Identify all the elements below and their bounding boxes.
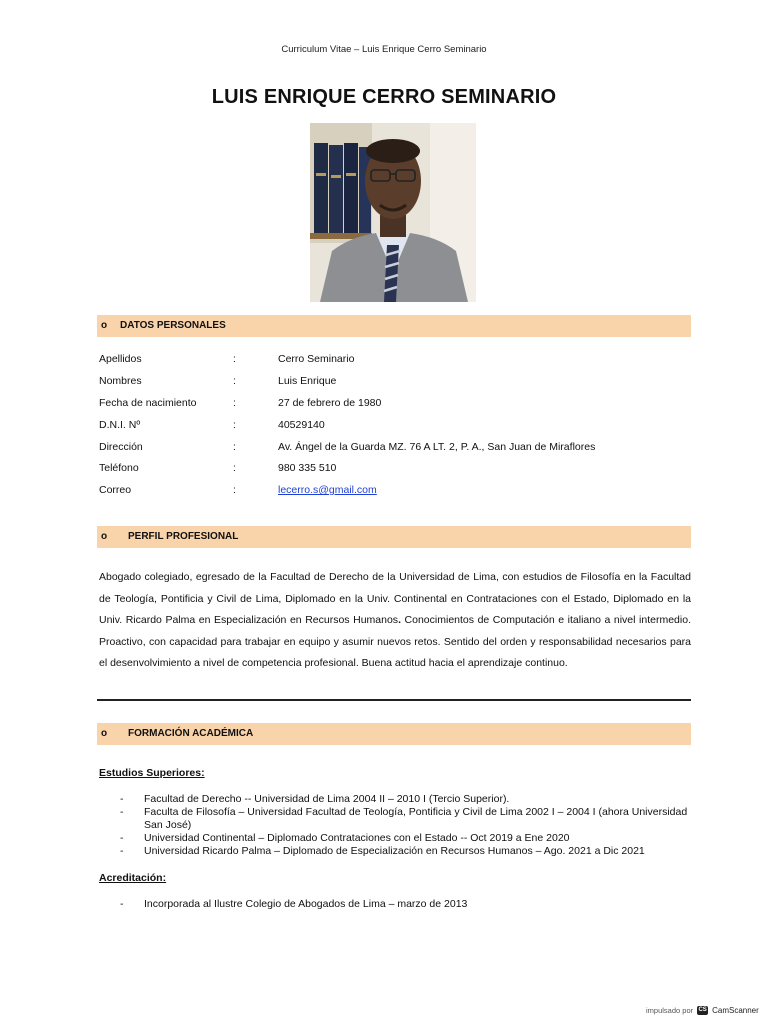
list-bullet: -: [120, 806, 124, 818]
field-colon: :: [233, 484, 236, 496]
field-colon: :: [233, 419, 236, 431]
camscanner-watermark: [646, 1006, 759, 1015]
field-label: Nombres: [99, 375, 142, 387]
profile-text-part: Abogado colegiado, egresado de la Facultad de Derecho de la Universidad de Lima, con estudios de Filosofía en la Facultad de Teología, Pontificia y Civil de Lima, Diplomado en la Univ. Continental en Contrataciones con el Estado, Diplomado en la Univ. Ricardo Palma en Especialización en Recursos Humanos: [99, 571, 691, 627]
section-title: DATOS PERSONALES: [120, 320, 226, 331]
field-value: 40529140: [278, 419, 325, 431]
accreditation-list: [99, 898, 699, 911]
list-bullet: -: [120, 793, 124, 805]
field-value: Av. Ángel de la Guarda MZ. 76 A LT. 2, P. A., San Juan de Miraflores: [278, 441, 596, 453]
page-header: Curriculum Vitae – Luis Enrique Cerro Seminario: [281, 44, 487, 55]
studies-heading: Estudios Superiores:: [99, 767, 205, 779]
list-item-text: Universidad Continental – Diplomado Contrataciones con el Estado -- Oct 2019 a Ene 2020: [144, 832, 570, 844]
field-label: Dirección: [99, 441, 143, 453]
field-colon: :: [233, 353, 236, 365]
field-value: Cerro Seminario: [278, 353, 355, 365]
email-link[interactable]: lecerro.s@gmail.com: [278, 484, 377, 496]
powered-by-text: impulsado por: [646, 1006, 694, 1015]
field-colon: :: [233, 462, 236, 474]
field-colon: :: [233, 441, 236, 453]
list-item: [99, 832, 699, 845]
list-item-text: Incorporada al Ilustre Colegio de Abogados de Lima – marzo de 2013: [144, 898, 468, 910]
section-title: FORMACIÓN ACADÉMICA: [128, 728, 254, 739]
list-item: [99, 898, 699, 911]
field-colon: :: [233, 397, 236, 409]
section-header-formacion-academica: [97, 723, 691, 745]
list-item-text: Faculta de Filosofía – Universidad Facultad de Teología, Pontificia y Civil de Lima 2002 I – 2004 I (ahora Universidad San José): [144, 806, 688, 831]
section-header-perfil-profesional: [97, 526, 691, 548]
section-header-datos-personales: [97, 315, 691, 337]
field-value: Luis Enrique: [278, 375, 337, 387]
field-colon: :: [233, 375, 236, 387]
field-label: Apellidos: [99, 353, 142, 365]
section-title: PERFIL PROFESIONAL: [128, 531, 239, 542]
list-item-text: Universidad Ricardo Palma – Diplomado de Especialización en Recursos Humanos – Ago. 2021 a Dic 2021: [144, 845, 645, 857]
list-bullet: -: [120, 898, 124, 910]
list-item-text: Facultad de Derecho -- Universidad de Lima 2004 II – 2010 I (Tercio Superior).: [144, 793, 510, 805]
camscanner-brand: CamScanner: [712, 1006, 759, 1015]
profile-text-part: Conocimientos de Computación e italiano a nivel intermedio. Proactivo, con capacidad para trabajar en equipo y asumir nuevos retos. Sentido del orden y responsabilidad necesarios para el desenvolvimiento a nivel de competencia profesional. Buena actitud hacia el aprendizaje continuo.: [99, 614, 691, 670]
camscanner-logo-icon: CS: [698, 1007, 707, 1013]
section-bullet: o: [101, 728, 108, 739]
list-bullet: -: [120, 832, 124, 844]
list-item: [99, 793, 699, 806]
list-item: [99, 845, 699, 858]
field-label: D.N.I. Nº: [99, 419, 141, 431]
field-label: Fecha de nacimiento: [99, 397, 197, 409]
page-title: LUIS ENRIQUE CERRO SEMINARIO: [211, 86, 557, 108]
list-bullet: -: [120, 845, 124, 857]
section-bullet: o: [101, 320, 108, 331]
studies-list: [99, 793, 699, 858]
profile-paragraph: [99, 567, 691, 675]
field-label: Teléfono: [99, 462, 139, 474]
profile-bold-period: .: [398, 614, 401, 627]
section-divider: [97, 699, 691, 701]
field-label: Correo: [99, 484, 132, 496]
field-value: 980 335 510: [278, 462, 337, 474]
field-value: 27 de febrero de 1980: [278, 397, 382, 409]
accreditation-heading: Acreditación:: [99, 872, 167, 884]
section-bullet: o: [101, 531, 108, 542]
list-item: [99, 806, 699, 832]
portrait-photo: [310, 123, 476, 302]
